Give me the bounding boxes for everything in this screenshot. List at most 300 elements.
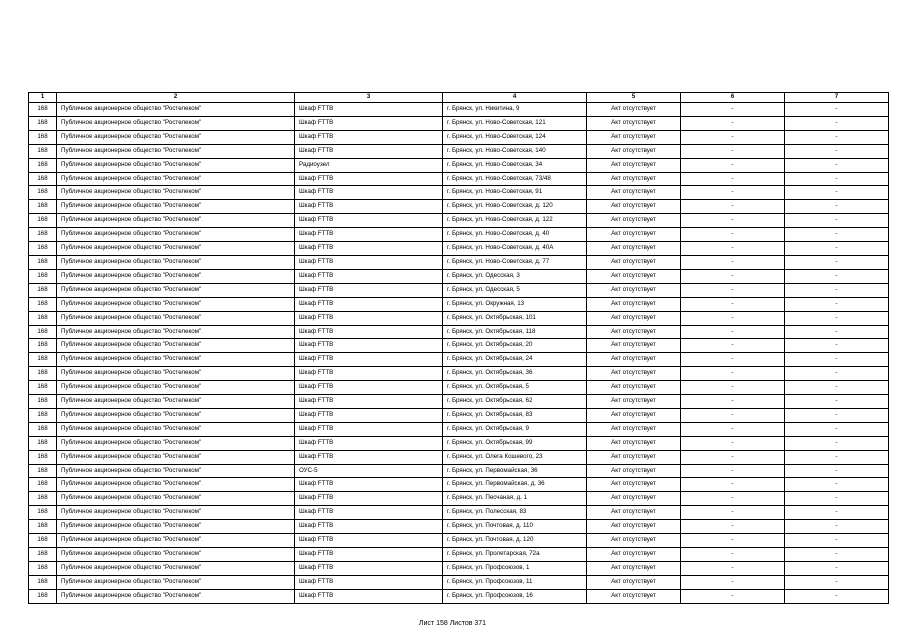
col6-value: - xyxy=(681,242,785,256)
address: г. Брянск, ул. Октябрьская, 118 xyxy=(443,325,587,339)
col6-value: - xyxy=(681,325,785,339)
object-type: Шкаф FTTB xyxy=(295,478,443,492)
row-number: 168 xyxy=(29,116,57,130)
table-row xyxy=(29,283,889,297)
act-status: Акт отсутствует xyxy=(587,492,681,506)
act-status: Акт отсутствует xyxy=(587,353,681,367)
col6-value: - xyxy=(681,200,785,214)
col6-value: - xyxy=(681,353,785,367)
owner-name: Публичное акционерное общество "Ростелеком" xyxy=(57,395,295,409)
table-row xyxy=(29,144,889,158)
col7-value: - xyxy=(785,548,889,562)
address: г. Брянск, ул. Песчаная, д. 1 xyxy=(443,492,587,506)
col6-value: - xyxy=(681,436,785,450)
object-type: Шкаф FTTB xyxy=(295,130,443,144)
owner-name: Публичное акционерное общество "Ростелеком" xyxy=(57,228,295,242)
table-row xyxy=(29,339,889,353)
address: г. Брянск, ул. Почтовая, д. 120 xyxy=(443,534,587,548)
object-type: Шкаф FTTB xyxy=(295,339,443,353)
column-header-5: 5 xyxy=(587,93,681,103)
col7-value: - xyxy=(785,381,889,395)
owner-name: Публичное акционерное общество "Ростелеком" xyxy=(57,492,295,506)
owner-name: Публичное акционерное общество "Ростелеком" xyxy=(57,520,295,534)
table-row xyxy=(29,506,889,520)
table-row xyxy=(29,464,889,478)
act-status: Акт отсутствует xyxy=(587,186,681,200)
object-type: Шкаф FTTB xyxy=(295,408,443,422)
col7-value: - xyxy=(785,464,889,478)
object-type: Шкаф FTTB xyxy=(295,116,443,130)
column-header-1: 1 xyxy=(29,93,57,103)
address: г. Брянск, ул. Ново-Советская, 73/48 xyxy=(443,172,587,186)
header-row xyxy=(29,93,889,103)
object-type: Шкаф FTTB xyxy=(295,228,443,242)
object-type: Шкаф FTTB xyxy=(295,561,443,575)
col6-value: - xyxy=(681,422,785,436)
address: г. Брянск, ул. Профсоюзов, 16 xyxy=(443,589,587,603)
act-status: Акт отсутствует xyxy=(587,450,681,464)
column-header-3: 3 xyxy=(295,93,443,103)
table-row xyxy=(29,436,889,450)
row-number: 168 xyxy=(29,283,57,297)
act-status: Акт отсутствует xyxy=(587,255,681,269)
row-number: 168 xyxy=(29,353,57,367)
col7-value: - xyxy=(785,422,889,436)
row-number: 168 xyxy=(29,534,57,548)
act-status: Акт отсутствует xyxy=(587,478,681,492)
row-number: 168 xyxy=(29,520,57,534)
object-type: Шкаф FTTB xyxy=(295,506,443,520)
col6-value: - xyxy=(681,450,785,464)
address: г. Брянск, ул. Октябрьская, 5 xyxy=(443,381,587,395)
column-header-7: 7 xyxy=(785,93,889,103)
row-number: 168 xyxy=(29,548,57,562)
col7-value: - xyxy=(785,506,889,520)
col7-value: - xyxy=(785,408,889,422)
object-type: Шкаф FTTB xyxy=(295,492,443,506)
object-type: Шкаф FTTB xyxy=(295,589,443,603)
row-number: 168 xyxy=(29,325,57,339)
table-row xyxy=(29,589,889,603)
table-row xyxy=(29,478,889,492)
owner-name: Публичное акционерное общество "Ростелеком" xyxy=(57,422,295,436)
object-type: Шкаф FTTB xyxy=(295,395,443,409)
col6-value: - xyxy=(681,548,785,562)
owner-name: Публичное акционерное общество "Ростелеком" xyxy=(57,589,295,603)
col7-value: - xyxy=(785,450,889,464)
object-type: Шкаф FTTB xyxy=(295,436,443,450)
address: г. Брянск, ул. Ново-Советская, д. 120 xyxy=(443,200,587,214)
act-status: Акт отсутствует xyxy=(587,408,681,422)
act-status: Акт отсутствует xyxy=(587,561,681,575)
table-row xyxy=(29,520,889,534)
row-number: 168 xyxy=(29,297,57,311)
act-status: Акт отсутствует xyxy=(587,367,681,381)
row-number: 168 xyxy=(29,381,57,395)
col7-value: - xyxy=(785,172,889,186)
table-row xyxy=(29,422,889,436)
column-header-2: 2 xyxy=(57,93,295,103)
table-row xyxy=(29,561,889,575)
owner-name: Публичное акционерное общество "Ростелеком" xyxy=(57,214,295,228)
table-row xyxy=(29,548,889,562)
row-number: 168 xyxy=(29,408,57,422)
act-status: Акт отсутствует xyxy=(587,116,681,130)
address: г. Брянск, ул. Одесская, 5 xyxy=(443,283,587,297)
address: г. Брянск, ул. Октябрьская, 83 xyxy=(443,408,587,422)
col6-value: - xyxy=(681,534,785,548)
object-type: Шкаф FTTB xyxy=(295,367,443,381)
owner-name: Публичное акционерное общество "Ростелеком" xyxy=(57,339,295,353)
object-type: Шкаф FTTB xyxy=(295,172,443,186)
object-type: Шкаф FTTB xyxy=(295,103,443,117)
owner-name: Публичное акционерное общество "Ростелеком" xyxy=(57,116,295,130)
address: г. Брянск, ул. Ново-Советская, д. 40А xyxy=(443,242,587,256)
col6-value: - xyxy=(681,297,785,311)
address: г. Брянск, ул. Октябрьская, 99 xyxy=(443,436,587,450)
col6-value: - xyxy=(681,144,785,158)
address: г. Брянск, ул. Октябрьская, 62 xyxy=(443,395,587,409)
address: г. Брянск, ул. Полесская, 83 xyxy=(443,506,587,520)
object-type: Шкаф FTTB xyxy=(295,297,443,311)
row-number: 168 xyxy=(29,214,57,228)
document-sheet xyxy=(28,92,889,604)
row-number: 168 xyxy=(29,144,57,158)
act-status: Акт отсутствует xyxy=(587,506,681,520)
table-row xyxy=(29,255,889,269)
owner-name: Публичное акционерное общество "Ростелеком" xyxy=(57,172,295,186)
register-table xyxy=(28,92,889,604)
object-type: Шкаф FTTB xyxy=(295,381,443,395)
col7-value: - xyxy=(785,561,889,575)
col7-value: - xyxy=(785,436,889,450)
owner-name: Публичное акционерное общество "Ростелеком" xyxy=(57,242,295,256)
object-type: Шкаф FTTB xyxy=(295,242,443,256)
col6-value: - xyxy=(681,283,785,297)
col7-value: - xyxy=(785,116,889,130)
row-number: 168 xyxy=(29,561,57,575)
owner-name: Публичное акционерное общество "Ростелеком" xyxy=(57,103,295,117)
row-number: 168 xyxy=(29,172,57,186)
table-row xyxy=(29,395,889,409)
owner-name: Публичное акционерное общество "Ростелеком" xyxy=(57,548,295,562)
owner-name: Публичное акционерное общество "Ростелеком" xyxy=(57,534,295,548)
row-number: 168 xyxy=(29,589,57,603)
table-row xyxy=(29,214,889,228)
address: г. Брянск, ул. Одесская, 3 xyxy=(443,269,587,283)
owner-name: Публичное акционерное общество "Ростелеком" xyxy=(57,200,295,214)
table-row xyxy=(29,158,889,172)
col6-value: - xyxy=(681,395,785,409)
table-row xyxy=(29,172,889,186)
row-number: 168 xyxy=(29,450,57,464)
address: г. Брянск, ул. Пролетарская, 72а xyxy=(443,548,587,562)
col7-value: - xyxy=(785,492,889,506)
row-number: 168 xyxy=(29,130,57,144)
col7-value: - xyxy=(785,130,889,144)
col6-value: - xyxy=(681,464,785,478)
owner-name: Публичное акционерное общество "Ростелеком" xyxy=(57,130,295,144)
owner-name: Публичное акционерное общество "Ростелеком" xyxy=(57,283,295,297)
table-row xyxy=(29,534,889,548)
act-status: Акт отсутствует xyxy=(587,214,681,228)
object-type: Шкаф FTTB xyxy=(295,311,443,325)
col6-value: - xyxy=(681,339,785,353)
col6-value: - xyxy=(681,367,785,381)
col7-value: - xyxy=(785,103,889,117)
col7-value: - xyxy=(785,228,889,242)
column-header-6: 6 xyxy=(681,93,785,103)
object-type: Шкаф FTTB xyxy=(295,548,443,562)
row-number: 168 xyxy=(29,186,57,200)
object-type: Шкаф FTTB xyxy=(295,144,443,158)
col7-value: - xyxy=(785,186,889,200)
address: г. Брянск, ул. Первомайская, д. 36 xyxy=(443,478,587,492)
object-type: Шкаф FTTB xyxy=(295,520,443,534)
object-type: Шкаф FTTB xyxy=(295,283,443,297)
object-type: Шкаф FTTB xyxy=(295,534,443,548)
col7-value: - xyxy=(785,158,889,172)
act-status: Акт отсутствует xyxy=(587,103,681,117)
owner-name: Публичное акционерное общество "Ростелеком" xyxy=(57,464,295,478)
act-status: Акт отсутствует xyxy=(587,283,681,297)
column-header-4: 4 xyxy=(443,93,587,103)
row-number: 168 xyxy=(29,311,57,325)
act-status: Акт отсутствует xyxy=(587,158,681,172)
table-row xyxy=(29,297,889,311)
owner-name: Публичное акционерное общество "Ростелеком" xyxy=(57,353,295,367)
act-status: Акт отсутствует xyxy=(587,575,681,589)
row-number: 168 xyxy=(29,367,57,381)
object-type: Шкаф FTTB xyxy=(295,450,443,464)
col6-value: - xyxy=(681,186,785,200)
address: г. Брянск, ул. Октябрьская, 24 xyxy=(443,353,587,367)
act-status: Акт отсутствует xyxy=(587,242,681,256)
col6-value: - xyxy=(681,116,785,130)
col6-value: - xyxy=(681,214,785,228)
owner-name: Публичное акционерное общество "Ростелеком" xyxy=(57,311,295,325)
owner-name: Публичное акционерное общество "Ростелеком" xyxy=(57,269,295,283)
col6-value: - xyxy=(681,255,785,269)
col7-value: - xyxy=(785,325,889,339)
col7-value: - xyxy=(785,214,889,228)
col7-value: - xyxy=(785,255,889,269)
col7-value: - xyxy=(785,297,889,311)
col6-value: - xyxy=(681,269,785,283)
owner-name: Публичное акционерное общество "Ростелеком" xyxy=(57,325,295,339)
act-status: Акт отсутствует xyxy=(587,422,681,436)
address: г. Брянск, ул. Ново-Советская, 124 xyxy=(443,130,587,144)
table-row xyxy=(29,103,889,117)
col7-value: - xyxy=(785,395,889,409)
col6-value: - xyxy=(681,561,785,575)
act-status: Акт отсутствует xyxy=(587,534,681,548)
row-number: 168 xyxy=(29,464,57,478)
address: г. Брянск, ул. Ново-Советская, 140 xyxy=(443,144,587,158)
table-row xyxy=(29,242,889,256)
act-status: Акт отсутствует xyxy=(587,464,681,478)
owner-name: Публичное акционерное общество "Ростелеком" xyxy=(57,255,295,269)
col7-value: - xyxy=(785,283,889,297)
act-status: Акт отсутствует xyxy=(587,395,681,409)
act-status: Акт отсутствует xyxy=(587,130,681,144)
object-type: Шкаф FTTB xyxy=(295,575,443,589)
act-status: Акт отсутствует xyxy=(587,200,681,214)
owner-name: Публичное акционерное общество "Ростелеком" xyxy=(57,561,295,575)
table-row xyxy=(29,228,889,242)
col7-value: - xyxy=(785,339,889,353)
col6-value: - xyxy=(681,381,785,395)
owner-name: Публичное акционерное общество "Ростелеком" xyxy=(57,158,295,172)
table-row xyxy=(29,353,889,367)
act-status: Акт отсутствует xyxy=(587,228,681,242)
col6-value: - xyxy=(681,492,785,506)
address: г. Брянск, ул. Октябрьская, 36 xyxy=(443,367,587,381)
col6-value: - xyxy=(681,130,785,144)
table-row xyxy=(29,575,889,589)
object-type: Шкаф FTTB xyxy=(295,200,443,214)
col6-value: - xyxy=(681,520,785,534)
owner-name: Публичное акционерное общество "Ростелеком" xyxy=(57,297,295,311)
row-number: 168 xyxy=(29,269,57,283)
owner-name: Публичное акционерное общество "Ростелеком" xyxy=(57,144,295,158)
table-row xyxy=(29,116,889,130)
table-row xyxy=(29,200,889,214)
row-number: 168 xyxy=(29,422,57,436)
row-number: 168 xyxy=(29,228,57,242)
table-body xyxy=(29,103,889,604)
act-status: Акт отсутствует xyxy=(587,269,681,283)
owner-name: Публичное акционерное общество "Ростелеком" xyxy=(57,575,295,589)
col7-value: - xyxy=(785,269,889,283)
table-row xyxy=(29,408,889,422)
col7-value: - xyxy=(785,575,889,589)
object-type: Шкаф FTTB xyxy=(295,214,443,228)
object-type: Шкаф FTTB xyxy=(295,353,443,367)
object-type: ОУС-5 xyxy=(295,464,443,478)
row-number: 168 xyxy=(29,339,57,353)
address: г. Брянск, ул. Ново-Советская, 91 xyxy=(443,186,587,200)
act-status: Акт отсутствует xyxy=(587,436,681,450)
col7-value: - xyxy=(785,520,889,534)
table-row xyxy=(29,367,889,381)
address: г. Брянск, ул. Почтовая, д. 110 xyxy=(443,520,587,534)
table-row xyxy=(29,450,889,464)
row-number: 168 xyxy=(29,395,57,409)
act-status: Акт отсутствует xyxy=(587,381,681,395)
owner-name: Публичное акционерное общество "Ростелеком" xyxy=(57,186,295,200)
col6-value: - xyxy=(681,478,785,492)
address: г. Брянск, ул. Первомайская, 36 xyxy=(443,464,587,478)
address: г. Брянск, ул. Ново-Советская, 121 xyxy=(443,116,587,130)
object-type: Шкаф FTTB xyxy=(295,422,443,436)
owner-name: Публичное акционерное общество "Ростелеком" xyxy=(57,478,295,492)
act-status: Акт отсутствует xyxy=(587,520,681,534)
owner-name: Публичное акционерное общество "Ростелеком" xyxy=(57,436,295,450)
table-row xyxy=(29,311,889,325)
row-number: 168 xyxy=(29,103,57,117)
table-row xyxy=(29,269,889,283)
table-row xyxy=(29,492,889,506)
col6-value: - xyxy=(681,506,785,520)
owner-name: Публичное акционерное общество "Ростелеком" xyxy=(57,450,295,464)
col7-value: - xyxy=(785,242,889,256)
object-type: Радиоузел xyxy=(295,158,443,172)
object-type: Шкаф FTTB xyxy=(295,325,443,339)
act-status: Акт отсутствует xyxy=(587,297,681,311)
col7-value: - xyxy=(785,144,889,158)
col6-value: - xyxy=(681,311,785,325)
col6-value: - xyxy=(681,575,785,589)
table-row xyxy=(29,325,889,339)
address: г. Брянск, ул. Олега Кошевого, 23 xyxy=(443,450,587,464)
address: г. Брянск, ул. Профсоюзов, 1 xyxy=(443,561,587,575)
address: г. Брянск, ул. Октябрьская, 9 xyxy=(443,422,587,436)
col7-value: - xyxy=(785,534,889,548)
col6-value: - xyxy=(681,228,785,242)
row-number: 168 xyxy=(29,242,57,256)
row-number: 168 xyxy=(29,200,57,214)
table-row xyxy=(29,381,889,395)
address: г. Брянск, ул. Профсоюзов, 11 xyxy=(443,575,587,589)
row-number: 168 xyxy=(29,478,57,492)
address: г. Брянск, ул. Ново-Советская, д. 77 xyxy=(443,255,587,269)
owner-name: Публичное акционерное общество "Ростелеком" xyxy=(57,367,295,381)
object-type: Шкаф FTTB xyxy=(295,186,443,200)
col6-value: - xyxy=(681,589,785,603)
table-row xyxy=(29,186,889,200)
address: г. Брянск, ул. Ново-Советская, д. 122 xyxy=(443,214,587,228)
act-status: Акт отсутствует xyxy=(587,589,681,603)
object-type: Шкаф FTTB xyxy=(295,269,443,283)
table-row xyxy=(29,130,889,144)
col7-value: - xyxy=(785,311,889,325)
col6-value: - xyxy=(681,158,785,172)
address: г. Брянск, ул. Никитина, 9 xyxy=(443,103,587,117)
col7-value: - xyxy=(785,367,889,381)
address: г. Брянск, ул. Ново-Советская, 34 xyxy=(443,158,587,172)
address: г. Брянск, ул. Окружная, 13 xyxy=(443,297,587,311)
col6-value: - xyxy=(681,172,785,186)
row-number: 168 xyxy=(29,436,57,450)
act-status: Акт отсутствует xyxy=(587,548,681,562)
col6-value: - xyxy=(681,408,785,422)
row-number: 168 xyxy=(29,492,57,506)
col7-value: - xyxy=(785,200,889,214)
page-number: Лист 158 Листов 371 xyxy=(418,620,487,627)
row-number: 168 xyxy=(29,158,57,172)
address: г. Брянск, ул. Октябрьская, 101 xyxy=(443,311,587,325)
col7-value: - xyxy=(785,589,889,603)
row-number: 168 xyxy=(29,506,57,520)
object-type: Шкаф FTTB xyxy=(295,255,443,269)
address: г. Брянск, ул. Ново-Советская, д. 40 xyxy=(443,228,587,242)
row-number: 168 xyxy=(29,255,57,269)
row-number: 168 xyxy=(29,575,57,589)
act-status: Акт отсутствует xyxy=(587,311,681,325)
act-status: Акт отсутствует xyxy=(587,144,681,158)
col7-value: - xyxy=(785,353,889,367)
owner-name: Публичное акционерное общество "Ростелеком" xyxy=(57,408,295,422)
col7-value: - xyxy=(785,478,889,492)
owner-name: Публичное акционерное общество "Ростелеком" xyxy=(57,381,295,395)
act-status: Акт отсутствует xyxy=(587,172,681,186)
col6-value: - xyxy=(681,103,785,117)
owner-name: Публичное акционерное общество "Ростелеком" xyxy=(57,506,295,520)
act-status: Акт отсутствует xyxy=(587,325,681,339)
address: г. Брянск, ул. Октябрьская, 20 xyxy=(443,339,587,353)
act-status: Акт отсутствует xyxy=(587,339,681,353)
